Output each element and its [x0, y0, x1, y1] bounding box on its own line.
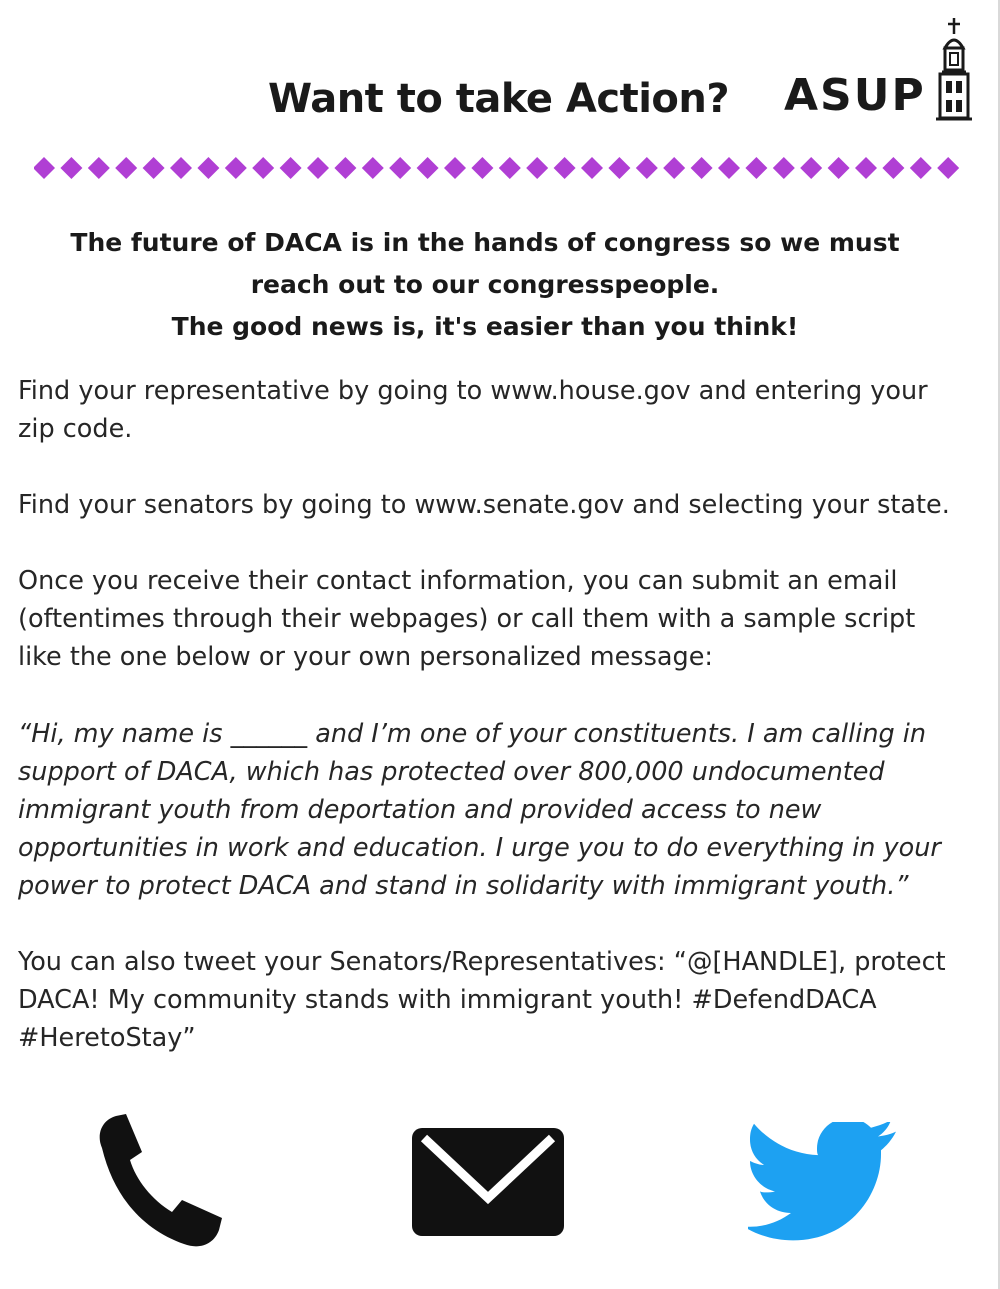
divider-diamond	[417, 157, 439, 179]
divider-diamond	[444, 157, 466, 179]
divider-diamond	[581, 157, 603, 179]
divider-diamond	[389, 157, 411, 179]
divider-diamond	[828, 157, 850, 179]
divider-diamond	[471, 157, 493, 179]
divider-diamond	[855, 157, 877, 179]
asup-logo	[784, 18, 974, 128]
intro-heading	[40, 222, 930, 348]
diamond-divider	[34, 156, 964, 180]
twitter-bird-icon	[748, 1122, 898, 1244]
script-line: “Hi, my name is ______ and I’m one of your constituents. I am calling in	[18, 719, 927, 749]
divider-diamond	[34, 157, 55, 179]
divider-diamond	[910, 157, 932, 179]
envelope-icon	[410, 1126, 566, 1238]
sample-script	[18, 715, 978, 905]
bell-tower-icon	[936, 18, 972, 122]
divider-diamond	[307, 157, 329, 179]
divider-diamond	[608, 157, 630, 179]
intro-line: The future of DACA is in the hands of congress so we must	[70, 228, 900, 257]
divider-diamond	[225, 157, 247, 179]
page-title: Want to take Action?	[268, 76, 730, 122]
divider-diamond	[143, 157, 165, 179]
contact-paragraph	[18, 562, 978, 676]
divider-diamond	[197, 157, 219, 179]
divider-diamond	[334, 157, 356, 179]
divider-diamond	[60, 157, 82, 179]
divider-diamond	[663, 157, 685, 179]
tweet-paragraph	[18, 943, 978, 1057]
paragraph-line: Find your representative by going to www.house.gov and entering your	[18, 376, 928, 406]
divider-diamond	[882, 157, 904, 179]
logo-text: ASUP	[784, 70, 926, 121]
divider-diamond	[88, 157, 110, 179]
divider-diamond	[745, 157, 767, 179]
divider-diamond	[280, 157, 302, 179]
paragraph-line: DACA! My community stands with immigrant youth! #DefendDACA	[18, 985, 877, 1015]
divider-diamond	[115, 157, 137, 179]
paragraph-line: (oftentimes through their webpages) or call them with a sample script	[18, 604, 916, 634]
script-line: opportunities in work and education. I urge you to do everything in your	[18, 833, 941, 863]
divider-diamond	[718, 157, 740, 179]
paragraph-line: like the one below or your own personalized message:	[18, 642, 713, 672]
divider-diamond	[937, 157, 959, 179]
divider-diamond	[691, 157, 713, 179]
divider-diamond	[362, 157, 384, 179]
intro-line: The good news is, it's easier than you think!	[171, 312, 799, 341]
paragraph-line: Find your senators by going to www.senate.gov and selecting your state.	[18, 490, 950, 520]
paragraph-line: #HeretoStay”	[18, 1023, 196, 1053]
phone-icon	[92, 1112, 232, 1252]
script-line: immigrant youth from deportation and provided access to new	[18, 795, 822, 825]
intro-line: reach out to our congresspeople.	[250, 270, 720, 299]
divider-diamond	[526, 157, 548, 179]
representative-paragraph	[18, 372, 978, 448]
divider-diamond	[499, 157, 521, 179]
divider-diamond	[554, 157, 576, 179]
senators-paragraph	[18, 486, 978, 524]
script-line: power to protect DACA and stand in solidarity with immigrant youth.”	[18, 871, 909, 901]
divider-diamond	[170, 157, 192, 179]
script-line: support of DACA, which has protected over 800,000 undocumented	[18, 757, 885, 787]
divider-diamond	[800, 157, 822, 179]
paragraph-line: You can also tweet your Senators/Representatives: “@[HANDLE], protect	[18, 947, 946, 977]
divider-diamond	[636, 157, 658, 179]
paragraph-line: Once you receive their contact information, you can submit an email	[18, 566, 898, 596]
divider-diamond	[252, 157, 274, 179]
paragraph-line: zip code.	[18, 414, 133, 444]
divider-diamond	[773, 157, 795, 179]
